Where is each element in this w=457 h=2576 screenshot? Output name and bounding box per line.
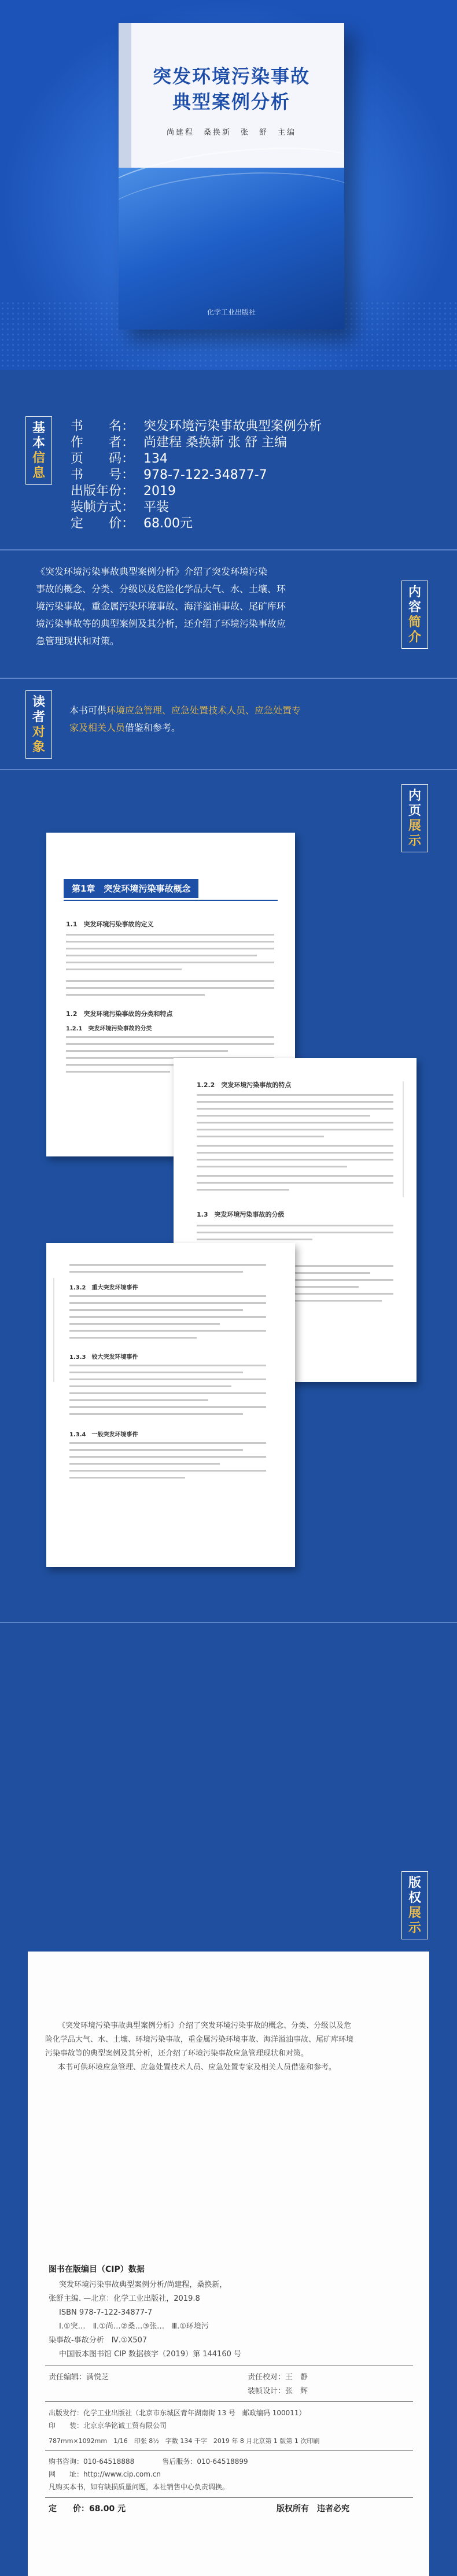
section-divider: [0, 549, 457, 550]
text-line: [69, 1365, 266, 1366]
text-line: [197, 1136, 324, 1137]
text-line: [197, 1145, 393, 1147]
tag-char: 展: [408, 818, 421, 833]
text-line: [197, 1108, 393, 1110]
text-line: [69, 1406, 266, 1408]
info-value: 68.00元: [143, 516, 193, 531]
summary-line: 事故的概念、分类、分级以及危险化学品大气、水、土壤、环: [36, 583, 286, 594]
tag-char: 基: [32, 420, 45, 435]
text-line: [66, 969, 182, 970]
rights-reserved: 版权所有 违者必究: [277, 2504, 349, 2514]
tag-char: 读: [32, 694, 45, 709]
text-line: [197, 1094, 393, 1096]
tag-char: 对: [32, 725, 45, 740]
text-line: [69, 1323, 220, 1325]
readers-highlight: 家及相关人员: [69, 722, 126, 733]
section-divider: [0, 769, 457, 770]
text-line: [197, 1232, 393, 1233]
summary-line: 境污染事故，重金属污染环境事故、海洋溢油事故、尾矿库环: [36, 601, 286, 612]
text-line: [66, 1071, 170, 1073]
text-line: [69, 1385, 231, 1387]
text-line: [69, 1295, 266, 1297]
text-line: [197, 1239, 312, 1240]
info-label: 作 者：: [71, 435, 135, 450]
tag-char: 本: [32, 435, 45, 450]
info-value: 978-7-122-34877-7: [143, 468, 267, 482]
text-line: [66, 1043, 274, 1045]
format-line: 787mm×1092mm 1/16 印张 8½ 字数 134 千字 2019 年 8 月北京第 1 版第 1 次印刷: [49, 2437, 320, 2445]
basic-info-tag: [25, 416, 52, 485]
subsection-heading: 1.2.1 突发环境污染事故的分类: [66, 1026, 152, 1032]
text-line: [66, 948, 274, 949]
notice-line: 凡购买本书，如有缺损质量问题，本社销售中心负责调换。: [49, 2483, 230, 2491]
cover-title-line2: 典型案例分析: [172, 91, 290, 113]
readers-prefix: 本书可供: [69, 705, 107, 716]
preview-tag: [401, 784, 428, 852]
summary-line: 《突发环境污染事故典型案例分析》介绍了突发环境污染: [36, 566, 268, 577]
copyright-rule: [45, 2450, 413, 2451]
text-line: [197, 1122, 393, 1123]
info-value: 134: [143, 452, 168, 466]
copyright-intro-line: 《突发环境污染事故典型案例分析》介绍了突发环境污染事故的概念、分类、分级以及危: [58, 2021, 352, 2030]
text-line: [69, 1337, 197, 1339]
text-line: [197, 1166, 347, 1167]
tag-char: 容: [408, 600, 421, 615]
editor-credit: 责任编辑：满悦芝: [49, 2373, 109, 2382]
subsection-heading: 1.3.2 重大突发环境事件: [69, 1285, 138, 1291]
tag-char: 权: [408, 1890, 421, 1905]
basic-info-list: [71, 419, 322, 532]
readers-highlight: 环境应急管理、应急处置技术人员、应急处置专: [106, 705, 301, 716]
info-row-price: [71, 516, 322, 532]
text-line: [69, 1372, 243, 1373]
tag-char: 息: [32, 465, 45, 481]
text-line: [69, 1463, 220, 1465]
text-line: [69, 1264, 266, 1266]
text-line: [66, 987, 274, 989]
info-row-author: [71, 435, 322, 451]
info-value: 尚建程 桑换新 张 舒 主编: [143, 435, 287, 450]
text-line: [66, 955, 257, 956]
text-line: [197, 1175, 393, 1177]
info-value: 突发环境污染事故典型案例分析: [143, 419, 322, 434]
running-header: [53, 1278, 54, 1382]
info-label: 页 码：: [71, 452, 135, 466]
chapter-heading: 第1章 突发环境污染事故概念: [64, 879, 198, 898]
text-line: [66, 962, 274, 963]
cip-line: 染事故-事故分析 Ⅳ.①X507: [49, 2336, 148, 2345]
summary-line: 境污染事故等的典型案例及其分析，还介绍了环境污染事故应: [36, 618, 286, 629]
text-line: [197, 1129, 393, 1130]
tag-char: 简: [408, 615, 421, 630]
text-line: [69, 1271, 243, 1273]
cip-line: 张舒主编. —北京：化学工业出版社，2019.8: [49, 2294, 200, 2303]
tag-char: 者: [32, 709, 45, 725]
text-line: [197, 1152, 393, 1154]
text-line: [66, 1050, 228, 1052]
text-line: [69, 1316, 266, 1318]
cip-line: Ⅰ.①突… Ⅱ.①尚…②桑…③张… Ⅲ.①环境污: [59, 2322, 209, 2331]
section-divider: [0, 678, 457, 679]
text-line: [69, 1449, 243, 1451]
tag-char: 版: [408, 1875, 421, 1890]
copyright-price: 定 价：68.00 元: [49, 2504, 126, 2514]
text-line: [66, 994, 205, 996]
summary-tag: [401, 581, 428, 649]
readers-line: [69, 702, 440, 719]
cover-publisher: 化学工业出版社: [207, 308, 256, 316]
info-value: 平装: [143, 500, 169, 515]
info-label: 定 价：: [71, 516, 135, 531]
info-label: 出版年份：: [71, 484, 135, 498]
cover-banner: [0, 0, 457, 370]
section-heading: 1.2.2 突发环境污染事故的特点: [197, 1081, 292, 1089]
text-line: [66, 1036, 274, 1038]
summary-line: 急管理现状和对策。: [36, 635, 120, 646]
text-line: [197, 1225, 393, 1226]
tag-char: 信: [32, 450, 45, 465]
copyright-rule: [45, 2497, 413, 2498]
info-row-title: [71, 419, 322, 435]
info-label: 书 名：: [71, 419, 135, 434]
text-line: [66, 980, 274, 982]
tag-char: 内: [408, 788, 421, 803]
readers-tag: [25, 690, 52, 759]
section-heading: 1.2 突发环境污染事故的分类和特点: [66, 1010, 173, 1018]
cover-authors: 尚建程 桑换新 张 舒 主编: [166, 128, 296, 137]
copyright-rule: [45, 2401, 413, 2402]
preview-page-3: [46, 1243, 295, 1567]
readers-text: [69, 702, 440, 737]
cip-line: ISBN 978-7-122-34877-7: [59, 2308, 153, 2317]
copyright-tag: [401, 1871, 428, 1939]
tag-char: 介: [408, 630, 421, 645]
text-line: [69, 1413, 243, 1415]
text-line: [69, 1399, 208, 1401]
readers-line: [69, 719, 440, 737]
info-row-pages: [71, 451, 322, 467]
text-line: [197, 1189, 289, 1191]
running-header: [403, 1081, 404, 1197]
info-row-year: [71, 483, 322, 500]
designer-credit: 装帧设计：张 辉: [248, 2387, 308, 2396]
info-row-binding: [71, 500, 322, 516]
info-label: 书 号：: [71, 468, 135, 482]
text-line: [69, 1456, 266, 1458]
text-line: [197, 1101, 393, 1103]
proofreader-credit: 责任校对：王 静: [248, 2373, 308, 2382]
cover-title-line1: 突发环境污染事故: [152, 65, 310, 87]
info-row-isbn: [71, 467, 322, 483]
tag-char: 页: [408, 803, 421, 818]
text-line: [197, 1159, 393, 1161]
cip-title: 图书在版编目（CIP）数据: [49, 2265, 145, 2274]
readers-suffix: 借鉴和参考。: [125, 722, 181, 733]
summary-text: [36, 563, 371, 650]
subsection-heading: 1.3.4 一般突发环境事件: [69, 1432, 138, 1438]
text-line: [66, 934, 274, 936]
cip-line: 中国版本图书馆 CIP 数据核字（2019）第 144160 号: [59, 2350, 241, 2359]
copyright-intro-line: 污染事故等的典型案例及其分析，还介绍了环境污染事故应急管理现状和对策。: [45, 2049, 309, 2058]
tag-char: 示: [408, 1920, 421, 1935]
tag-char: 示: [408, 833, 421, 848]
section-heading: 1.1 突发环境污染事故的定义: [66, 921, 154, 928]
cover-blue-band: [119, 168, 344, 330]
cip-line: 突发环境污染事故典型案例分析/尚建程，桑换新，: [59, 2281, 227, 2289]
tag-char: 象: [32, 740, 45, 755]
text-line: [197, 1115, 370, 1117]
text-line: [69, 1442, 266, 1444]
text-line: [69, 1392, 266, 1394]
website-line: 网 址：http://www.cip.com.cn: [49, 2470, 161, 2478]
info-value: 2019: [143, 484, 176, 498]
text-line: [69, 1309, 243, 1311]
chapter-rule: [64, 900, 278, 901]
text-line: [69, 1302, 266, 1304]
text-line: [69, 1470, 266, 1472]
info-label: 装帧方式：: [71, 500, 135, 515]
text-line: [69, 1477, 185, 1479]
copyright-intro-line: 本书可供环境应急管理、应急处置技术人员、应急处置专家及相关人员借鉴和参考。: [58, 2063, 337, 2072]
service-line: 购书咨询：010-64518888 售后服务：010-64518899: [49, 2457, 248, 2466]
text-line: [197, 1182, 393, 1184]
printer-line: 印 装：北京京华铭诚工贸有限公司: [49, 2422, 167, 2430]
section-divider: [0, 1622, 457, 1623]
publisher-line: 出版发行：化学工业出版社（北京市东城区青年湖南街 13 号 邮政编码 100011）: [49, 2409, 306, 2417]
copyright-intro-line: 险化学品大气、水、土壤、环境污染事故，重金属污染环境事故、海洋溢油事故、尾矿库环境: [45, 2035, 354, 2044]
text-line: [69, 1378, 266, 1380]
text-line: [69, 1330, 266, 1332]
copyright-page: [28, 1952, 429, 2576]
section-heading: 1.3 突发环境污染事故的分级: [197, 1211, 285, 1218]
book-cover-title: [119, 64, 344, 114]
tag-char: 展: [408, 1905, 421, 1920]
book-cover-image: [119, 23, 344, 330]
text-line: [66, 941, 274, 943]
tag-char: 内: [408, 585, 421, 600]
subsection-heading: 1.3.3 较大突发环境事件: [69, 1354, 138, 1361]
